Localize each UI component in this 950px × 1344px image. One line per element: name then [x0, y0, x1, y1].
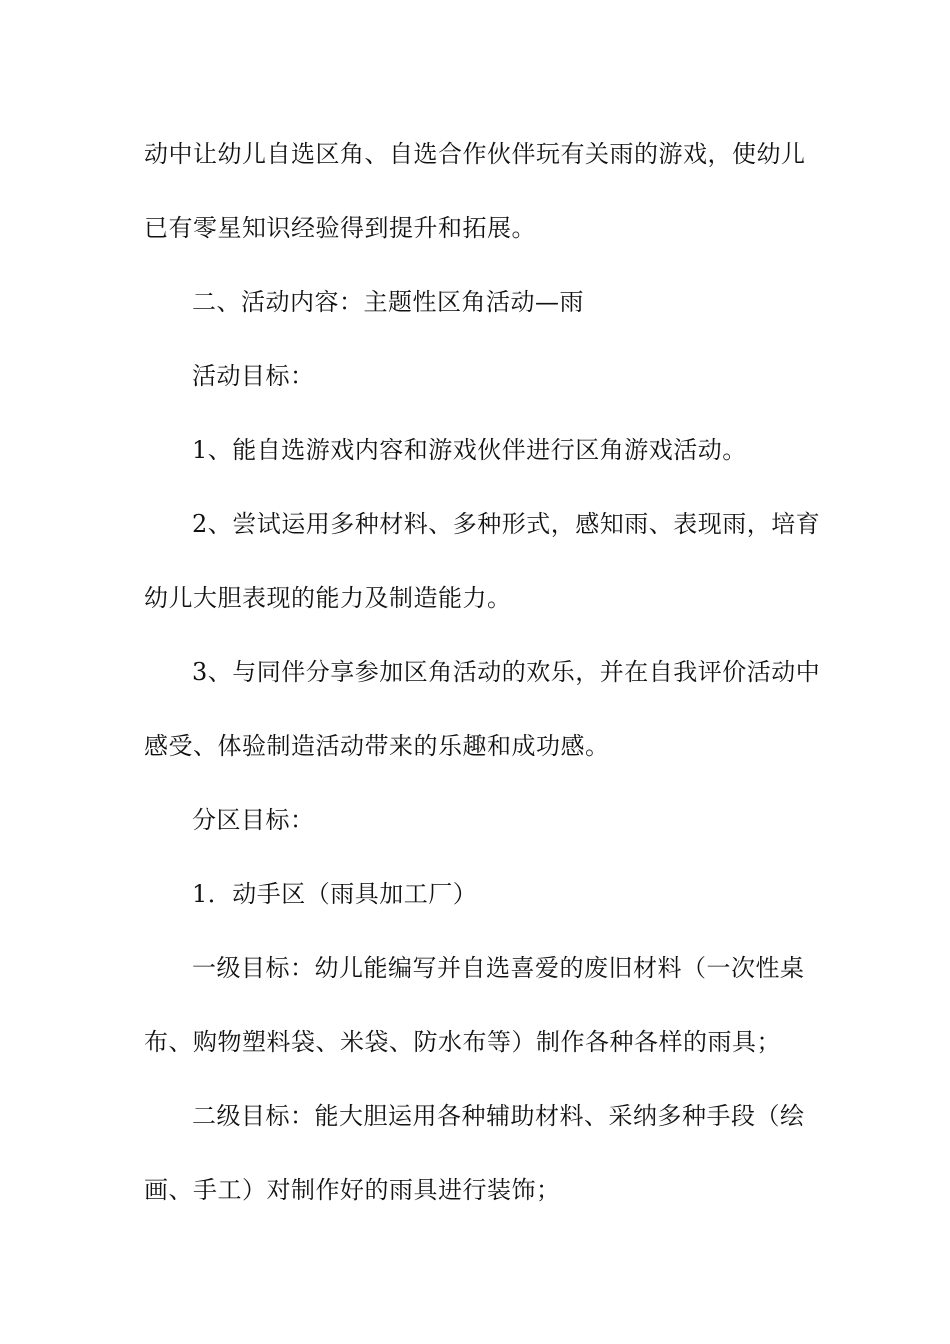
paragraph-line: 已有零星知识经验得到提升和拓展。 — [144, 214, 536, 242]
paragraph-line: 动中让幼儿自选区角、自选合作伙伴玩有关雨的游戏，使幼儿 — [144, 140, 806, 168]
paragraph-line: 布、购物塑料袋、米袋、防水布等）制作各种各样的雨具； — [144, 1028, 781, 1056]
paragraph-line: 幼儿大胆表现的能力及制造能力。 — [144, 584, 512, 612]
paragraph-line: 二级目标：能大胆运用各种辅助材料、采纳多种手段（绘 — [192, 1102, 805, 1130]
list-item: 3、与同伴分享参加区角活动的欢乐，并在自我评价活动中 — [192, 658, 821, 686]
list-item: 2、尝试运用多种材料、多种形式，感知雨、表现雨，培育 — [192, 510, 821, 538]
paragraph-line: 一级目标：幼儿能编写并自选喜爱的废旧材料（一次性桌 — [192, 954, 805, 982]
subheading: 活动目标： — [192, 362, 315, 390]
list-item: 1．动手区（雨具加工厂） — [192, 880, 478, 908]
list-item: 1、能自选游戏内容和游戏伙伴进行区角游戏活动。 — [192, 436, 747, 464]
paragraph-line: 画、手工）对制作好的雨具进行装饰； — [144, 1176, 561, 1204]
subheading: 分区目标： — [192, 806, 315, 834]
section-heading: 二、活动内容：主题性区角活动—雨 — [192, 288, 584, 316]
paragraph-line: 感受、体验制造活动带来的乐趣和成功感。 — [144, 732, 610, 760]
